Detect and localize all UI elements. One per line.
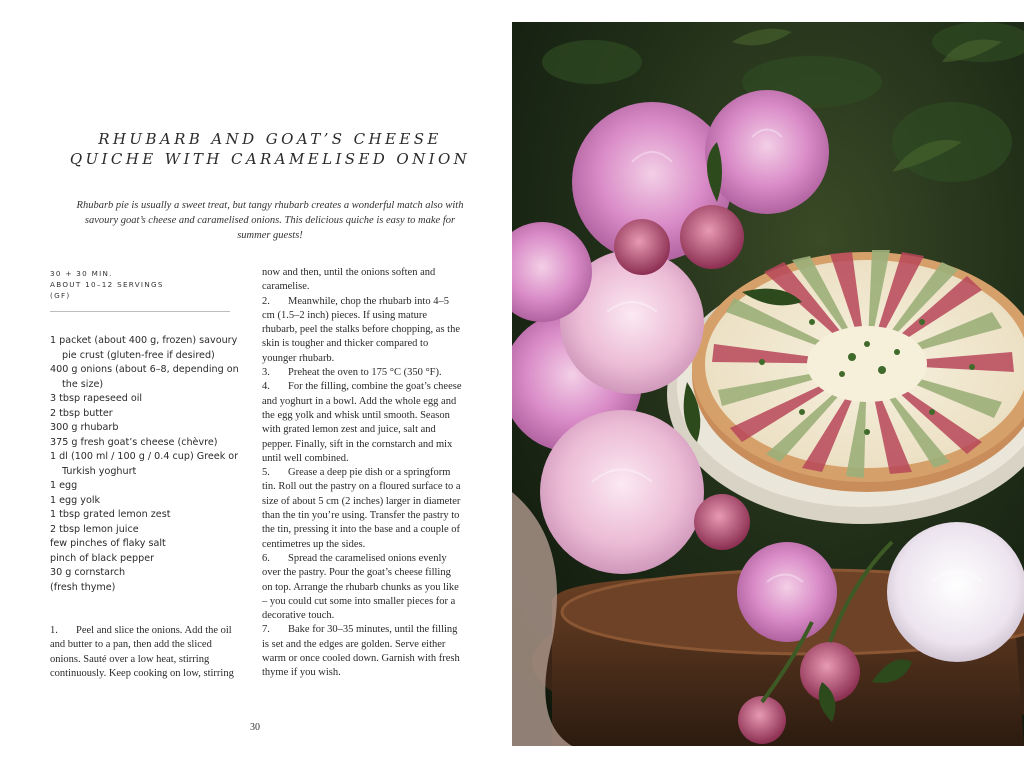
step-number: 7.	[262, 624, 270, 636]
method-step-1	[50, 624, 240, 681]
ingredient-item: 1 egg	[50, 480, 78, 491]
ingredient-item: pinch of black pepper	[50, 552, 155, 564]
servings: ABOUT 10–12 SERVINGS	[50, 280, 164, 289]
method-column	[262, 266, 462, 681]
recipe-title-line-1: RHUBARB AND GOAT’S CHEESE	[98, 130, 442, 148]
method-step-3	[262, 366, 462, 380]
quiche-photo	[512, 22, 1024, 746]
step-text: Spread the caramelised onions evenly over the pastry. Pour the goat’s cheese filling on top. Arrange the rhubarb chunks as you like – you could cut some into smaller pieces for a decorative touch.	[262, 552, 459, 622]
page-number: 30	[250, 722, 260, 733]
step-number: 2.	[262, 295, 270, 307]
ingredient-item: 2 tbsp butter	[50, 407, 113, 419]
step-text: Bake for 30–35 minutes, until the filling is set and the edges are golden. Serve either warm or once cooled down. Garnish with fresh thyme if you wish.	[262, 624, 460, 679]
method-step-1-continued: now and then, until the onions soften and caramelise.	[262, 267, 436, 293]
method-step-2	[262, 295, 462, 366]
ingredient-item: (fresh thyme)	[50, 581, 116, 593]
step-number: 4.	[262, 381, 270, 393]
photo-illustration	[512, 22, 1024, 746]
prep-time: 30 + 30 MIN.	[50, 269, 113, 278]
ingredient-item: 30 g cornstarch	[50, 567, 126, 578]
method-step-7	[262, 623, 462, 680]
ingredient-item: 375 g fresh goat’s cheese (chèvre)	[50, 436, 218, 448]
step-number: 3.	[262, 367, 270, 379]
ingredient-item: 400 g onions (about 6–8, depending on the size)	[50, 364, 239, 390]
step-number: 5.	[262, 467, 270, 479]
ingredient-item: 1 packet (about 400 g, frozen) savoury pie crust (gluten-free if desired)	[50, 335, 238, 361]
divider	[50, 311, 230, 312]
ingredient-item: 3 tbsp rapeseed oil	[50, 393, 143, 404]
ingredient-item: 1 dl (100 ml / 100 g / 0.4 cup) Greek or Turkish yoghurt	[50, 451, 239, 477]
ingredient-item: 1 tbsp grated lemon zest	[50, 509, 171, 520]
step-text: Grease a deep pie dish or a springform tin. Roll out the pastry on a floured surface to a size of about 5 cm (2 inches) larger in diameter than the tin you’re using. Transfer the pastry to the tin, pressing it into the base and a couple of centimetres up the sides.	[262, 467, 461, 550]
step-text: Peel and slice the onions. Add the oil and butter to a pan, then add the sliced onions. Sauté over a low heat, stirring continuously. Keep cooking on low, stirring	[50, 625, 234, 679]
method-step-4	[262, 380, 462, 466]
step-text: Meanwhile, chop the rhubarb into 4–5 cm (1.5–2 inch) pieces. If using mature rhubarb, peel the stalks before chopping, as the skin is tougher and thicker compared to younger rhubarb.	[262, 295, 460, 364]
step-text: For the filling, combine the goat’s cheese and yoghurt in a bowl. Add the whole egg and the egg yolk and whisk until smooth. Season with grated lemon zest and juice, salt and pepper. Finally, sift in the cornstarch and mix until well combined.	[262, 381, 462, 464]
recipe-intro: Rhubarb pie is usually a sweet treat, but tangy rhubarb creates a wonderful match also with savoury goat’s cheese and caramelised onions. This delicious quiche is easy to make for summer guests!	[76, 200, 464, 241]
ingredient-list	[50, 334, 240, 595]
method-step-5	[262, 466, 462, 552]
method-step-6	[262, 552, 462, 623]
ingredient-item: 2 tbsp lemon juice	[50, 523, 139, 535]
step-number: 6.	[262, 552, 270, 564]
recipe-meta	[50, 268, 230, 301]
ingredient-item: 300 g rhubarb	[50, 422, 119, 433]
ingredient-item: 1 egg yolk	[50, 494, 101, 506]
diet-label: (GF)	[50, 291, 71, 300]
recipe-title-line-2: QUICHE WITH CARAMELISED ONION	[69, 150, 471, 168]
step-text: Preheat the oven to 175 °C (350 °F).	[288, 367, 442, 379]
step-number: 1.	[50, 625, 58, 636]
ingredient-item: few pinches of flaky salt	[50, 538, 166, 549]
